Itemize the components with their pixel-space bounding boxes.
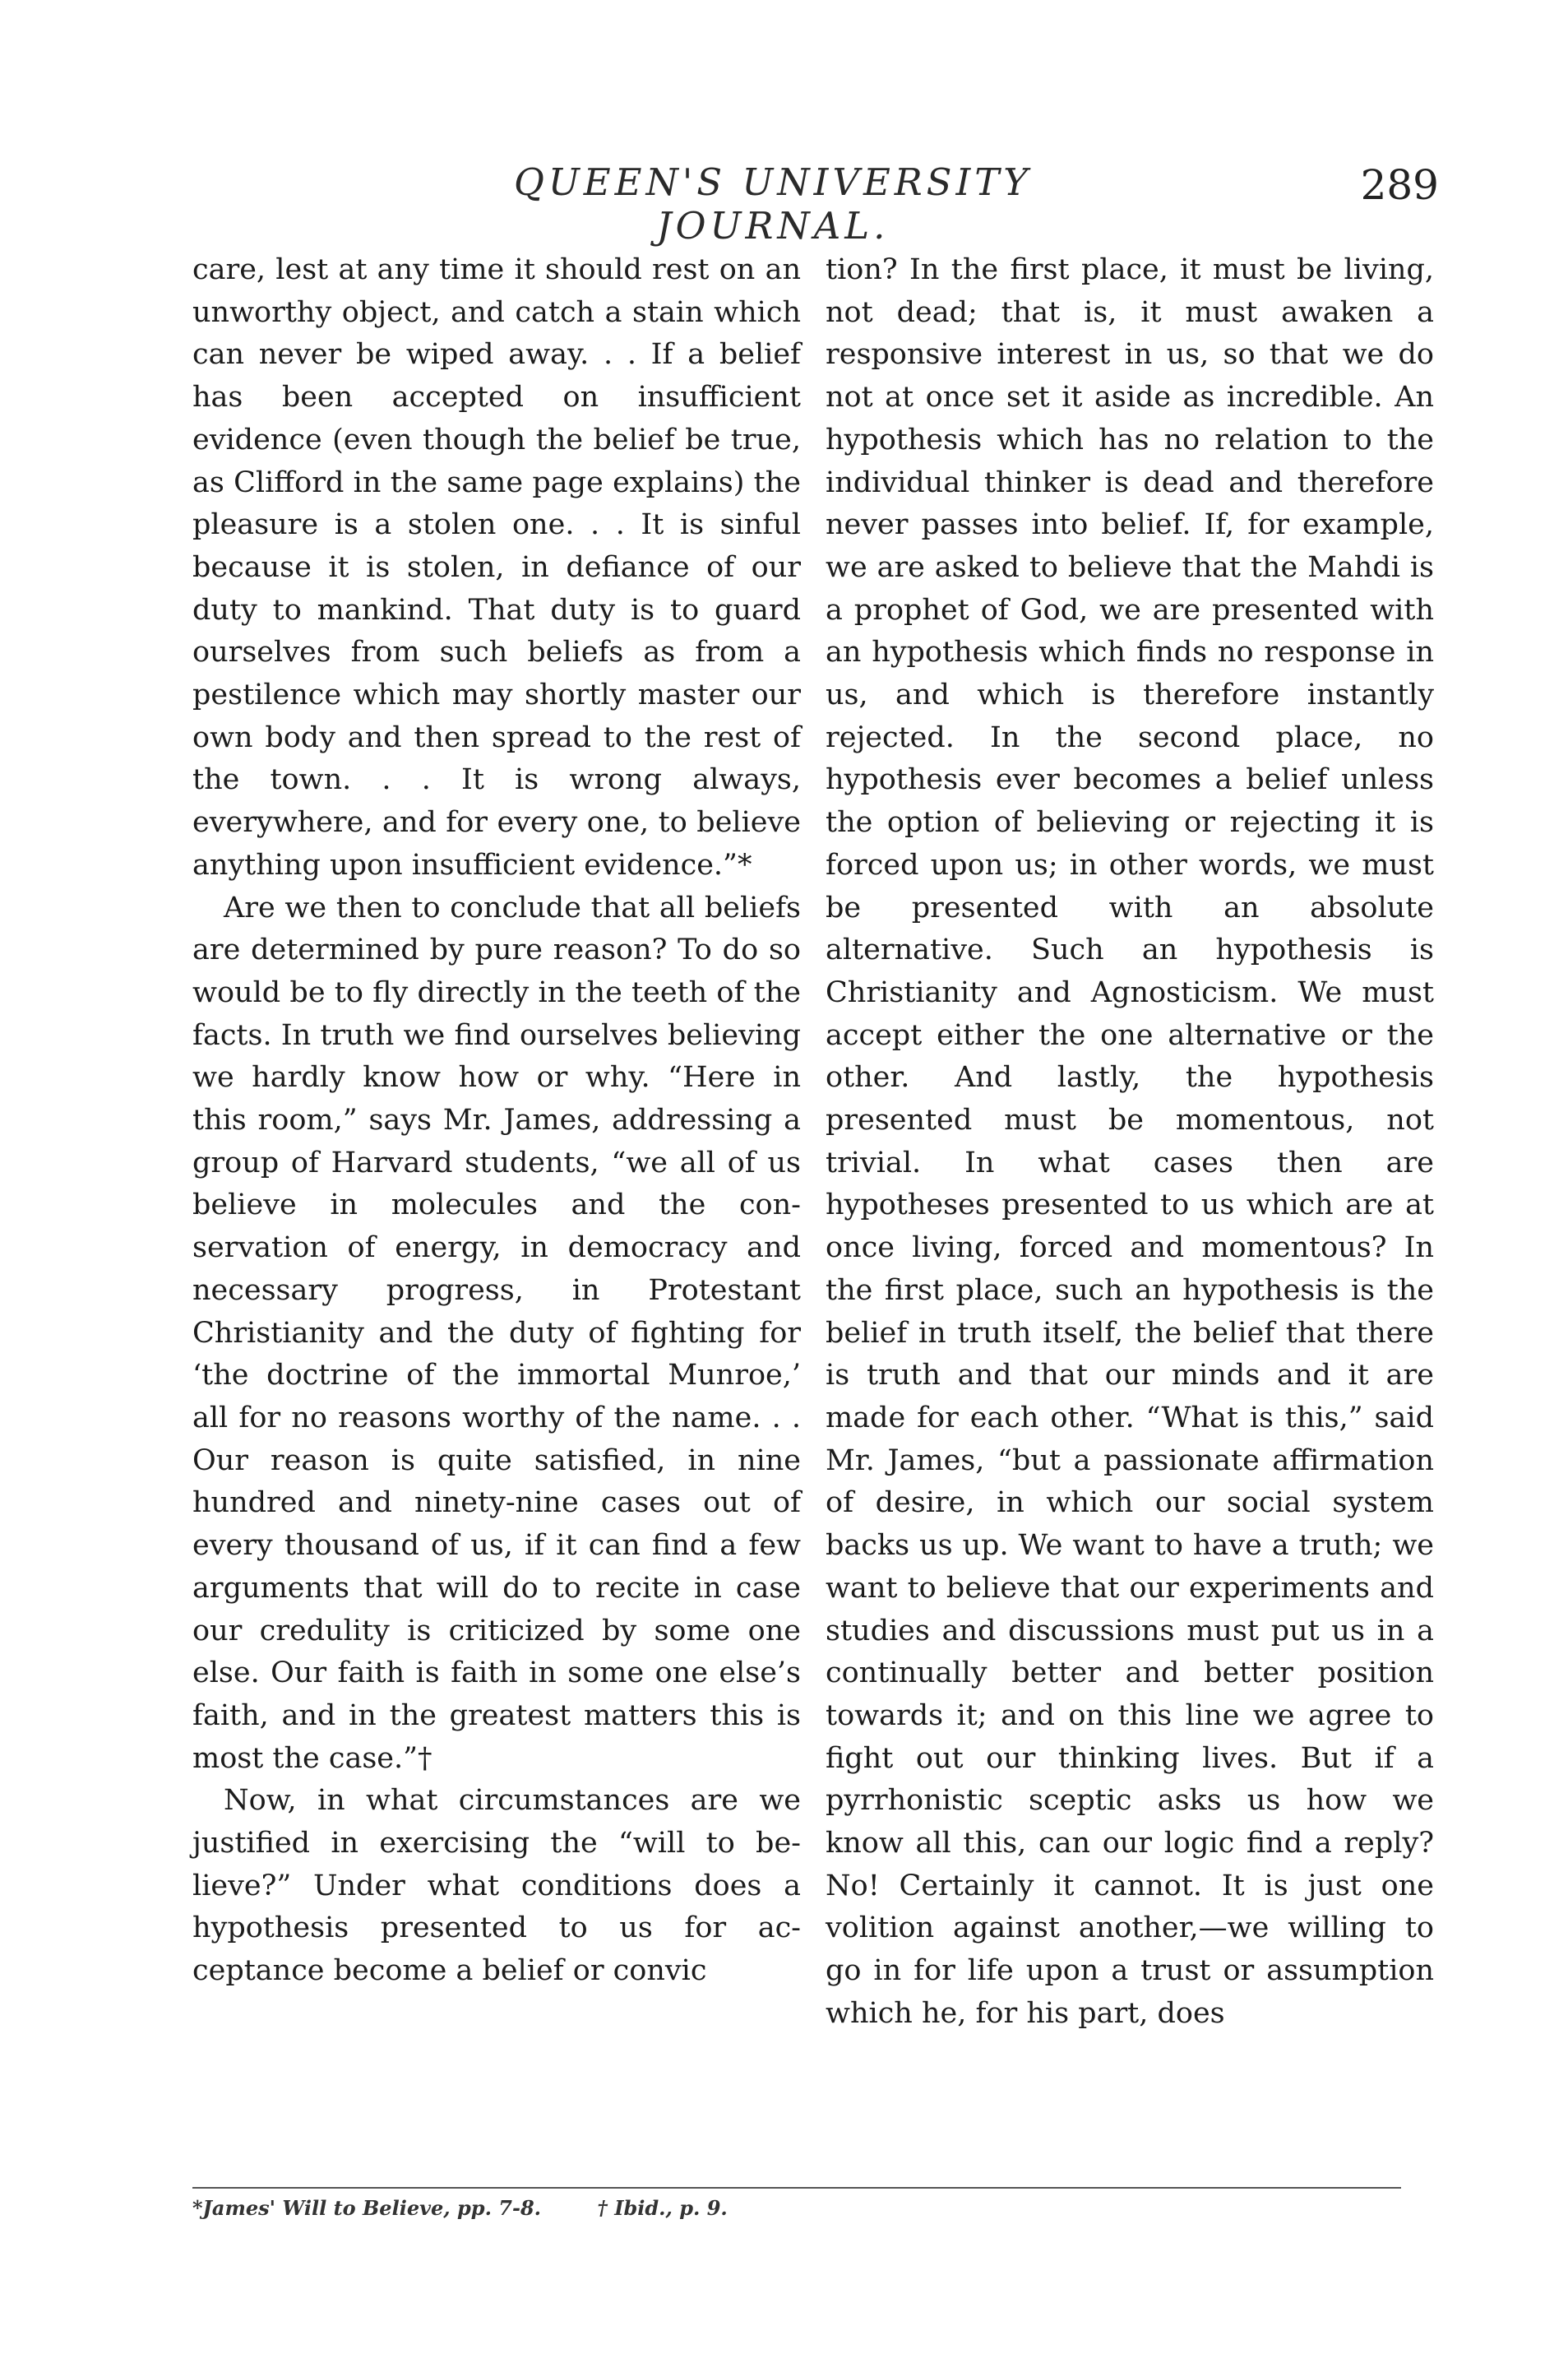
left-column [192, 249, 801, 1993]
page-number: 289 [1360, 161, 1439, 209]
running-title: QUEEN'S UNIVERSITY JOURNAL. [513, 160, 1033, 248]
right-paragraph-1: tion? In the first place, it must be living, not dead; that is, it must awaken a responsive interest in us, so that we do not at once set it aside as incredible. An hypothesis which has no relation to the individual thinker is dead and therefore never passes into belief. If, for example, we are asked to believe that the Mahdi is a prophet of God, we are presented with an hypothesis which finds no response in us, and which is therefore instantly rejected. In the second place, no hypothesis ever becomes a belief unless the option of believing or rejecting it is forced upon us; in other words, we must be presented with an absolute alternative. Such an hypothesis is Christianity and Agnosticism. We must accept either the one alternative or the other. And lastly, the hypothesis presented must be momentous, not trivial. In what cases then are hypotheses presented to us which are at once living, forced and momentous? In the first place, such an hypothesis is the belief in truth itself, the belief that there is truth and that our minds and it are made for each other. “What is this,” said Mr. James, “but a passionate affirmation of desire, in which our social system backs us up. We want to have a truth; we want to believe that our experiments and studies and discussions must put us in a continually better and better position towards it; and on this line we agree to fight out our thinking lives. But if a pyrrhonistic sceptic asks us how we know all this, can our logic find a reply? No! Certainly it cannot. It is just one volition against another,—we willing to go in for life upon a trust or assumption which he, for his part, does [826, 253, 1434, 2030]
left-paragraph-3: Now, in what circumstances are we justified in exercising the “will to believe?” Under what conditions does a hypothesis presented to us for acceptance become a belief or convic [192, 1784, 801, 1988]
left-paragraph-1: care, lest at any time it should rest on an unworthy object, and catch a stain which can never be wiped away. . . If a belief has been accepted on insufficient evidence (even though the belief be true, as Clifford in the same page explains) the pleasure is a stolen one. . . It is sinful because it is stolen, in defiance of our duty to mankind. That duty is to guard ourselves from such beliefs as from a pestilence which may shortly master our own body and then spread to the rest of the town. . . It is wrong always, everywhere, and for every one, to believe anything upon insufficient evidence.”* [192, 253, 801, 882]
left-paragraph-2: Are we then to conclude that all beliefs are determined by pure reason? To do so would be to fly directly in the teeth of the facts. In truth we find ourselves believing we hardly know how or why. “Here in this room,” says Mr. James, addressing a group of Harvard students, “we all of us believe in molecules and the conservation of energy, in democracy and necessary progress, in Protestant Christianity and the duty of fighting for ‘the doctrine of the immortal Munroe,’ all for no reasons worthy of the name. . . Our reason is quite satisfied, in nine hundred and ninety-nine cases out of every thousand of us, if it can find a few arguments that will do to recite in case our credulity is criticized by some one else. Our faith is faith in some one else’s faith, and in the greatest matters this is most the case.”† [192, 891, 801, 1775]
footnote-2: † Ibid., p. 9. [597, 2196, 728, 2220]
footnote-rule [192, 2187, 1401, 2189]
right-column [826, 249, 1434, 2036]
footnote-1: *James' Will to Believe, pp. 7-8. [192, 2196, 541, 2220]
footnotes [192, 2196, 1015, 2220]
